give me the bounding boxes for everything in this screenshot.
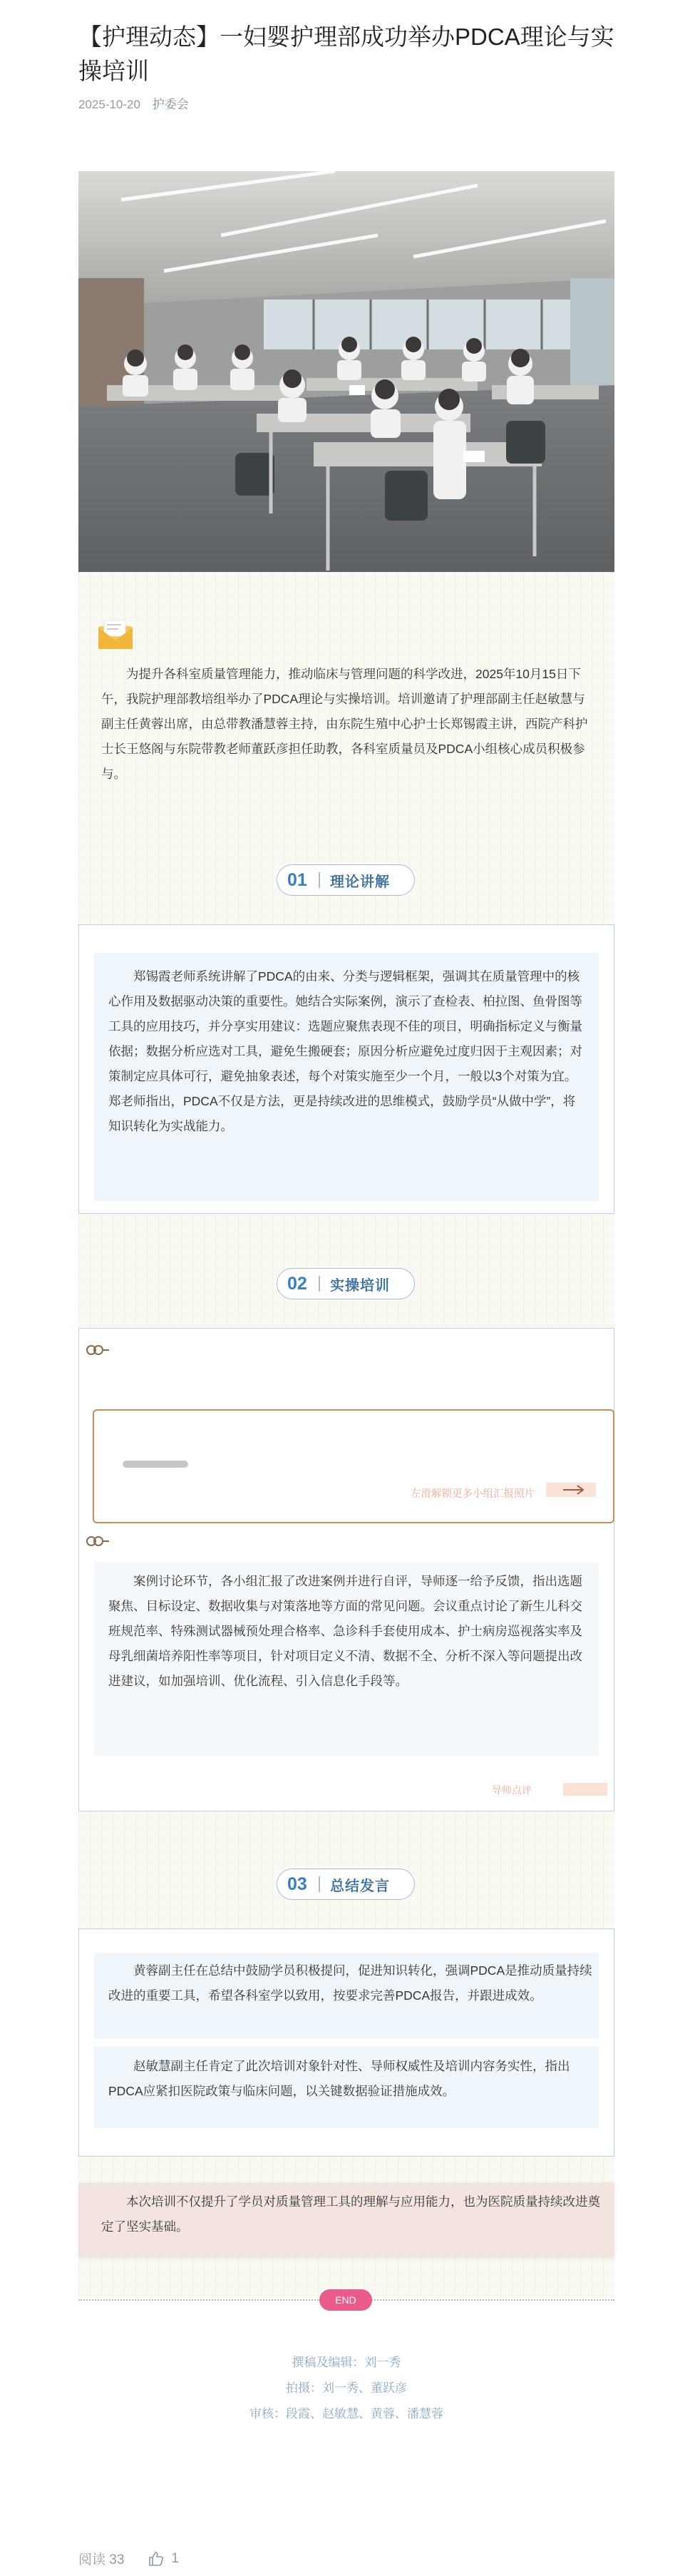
swipe-arrow-icon[interactable]	[546, 1483, 596, 1497]
account-name[interactable]: 护委会	[152, 98, 189, 111]
thumbs-up-icon	[148, 2551, 164, 2567]
section-header-summary	[277, 1869, 415, 1900]
intro-paragraph: 为提升各科室质量管理能力，推动临床与管理问题的科学改进，2025年10月15日下午，我院护理部教培组举办了PDCA理论与实操培训。培训邀请了护理部副主任赵敏慧与副主任黄蓉出席，由总带教潘慧蓉主持，由东院生殖中心护士长郑锡霞主讲，西院产科护士长王悠阁与东院带教老师董跃彦担任助教，各科室质量员及PDCA小组核心成员积极参与。	[101, 667, 588, 781]
section-number: 01	[287, 869, 307, 890]
credit-photo: 拍摄：刘一秀、董跃彦	[286, 2381, 407, 2395]
section-divider	[319, 872, 320, 888]
like-count: 1	[171, 2550, 179, 2566]
publish-date: 2025-10-20	[78, 98, 140, 111]
section-number: 02	[287, 1273, 307, 1294]
section-header-practice	[277, 1268, 415, 1299]
classroom-scene-image	[78, 171, 614, 572]
article-title: 【护理动态】一妇婴护理部成功举办PDCA理论与实操培训	[78, 24, 614, 84]
section-divider	[319, 1876, 320, 1892]
section-title: 总结发言	[330, 1878, 390, 1894]
carousel-placeholder-bar	[123, 1461, 188, 1468]
section-divider	[319, 1276, 320, 1292]
article-footer	[78, 2549, 179, 2568]
binder-ring-icon	[84, 1344, 110, 1356]
swipe-hint-text: 左滑解锁更多小组汇报照片	[411, 1488, 535, 1500]
end-badge: END	[319, 2289, 372, 2311]
photo-carousel[interactable]	[93, 1409, 614, 1523]
mentor-review-bar	[563, 1783, 607, 1796]
summary-paragraph-2: 赵敏慧副主任肯定了此次培训对象针对性、导师权威性及培训内容务实性，指出PDCA应紧扣医院政策与临床问题，以关键数据验证措施成效。	[108, 2059, 570, 2098]
practice-paragraph: 案例讨论环节，各小组汇报了改进案例并进行自评，导师逐一给予反馈，指出选题聚焦、目标设定、数据收集与对策落地等方面的常见问题。会议重点讨论了新生儿科交班规范率、特殊测试器械预处理合格率、急诊科手套使用成本、护士病房巡视落实率及母乳细菌培养阳性率等项目，针对项目定义不清、数据不全、分析不深入等问题提出改进建议，如加强培训、优化流程、引入信息化手段等。	[108, 1574, 582, 1688]
read-count: 阅读 33	[78, 2552, 125, 2567]
training-photo[interactable]	[78, 171, 614, 572]
section-number: 03	[287, 1874, 307, 1894]
article-meta	[78, 94, 197, 112]
closing-paragraph: 本次培训不仅提升了学员对质量管理工具的理解与应用能力，也为医院质量持续改进奠定了坚实基础。	[101, 2194, 600, 2234]
binder-ring-icon	[84, 1535, 110, 1548]
mentor-review-label: 导师点评	[492, 1784, 532, 1796]
section-title: 实操培训	[330, 1277, 390, 1294]
credit-review: 审核：段霞、赵敏慧、黄蓉、潘慧蓉	[249, 2407, 443, 2421]
summary-paragraph-1: 黄蓉副主任在总结中鼓励学员积极提问，促进知识转化，强调PDCA是推动质量持续改进的重要工具，希望各科室学以致用，按要求完善PDCA报告，并跟进成效。	[108, 1963, 592, 2003]
theory-paragraph: 郑锡霞老师系统讲解了PDCA的由来、分类与逻辑框架，强调其在质量管理中的核心作用及数据驱动决策的重要性。她结合实际案例，演示了查检表、柏拉图、鱼骨图等工具的应用技巧，并分享实用建议：选题应聚焦表现不佳的项目，明确指标定义与衡量依据；数据分析应选对工具，避免生搬硬套；原因分析应避免过度归因于主观因素；对策制定应具体可行，避免抽象表述，每个对策实施至少一个月，一般以3个对策为宜。郑老师指出，PDCA不仅是方法，更是持续改进的思维模式，鼓励学员“从做中学”，将知识转化为实战能力。	[108, 969, 582, 1133]
section-header-theory	[277, 864, 415, 896]
section-title: 理论讲解	[330, 874, 390, 890]
envelope-icon	[97, 618, 134, 650]
like-button[interactable]	[148, 2551, 179, 2567]
arrow-right-icon	[546, 1483, 596, 1497]
credit-editor: 撰稿及编辑：刘一秀	[292, 2356, 401, 2369]
